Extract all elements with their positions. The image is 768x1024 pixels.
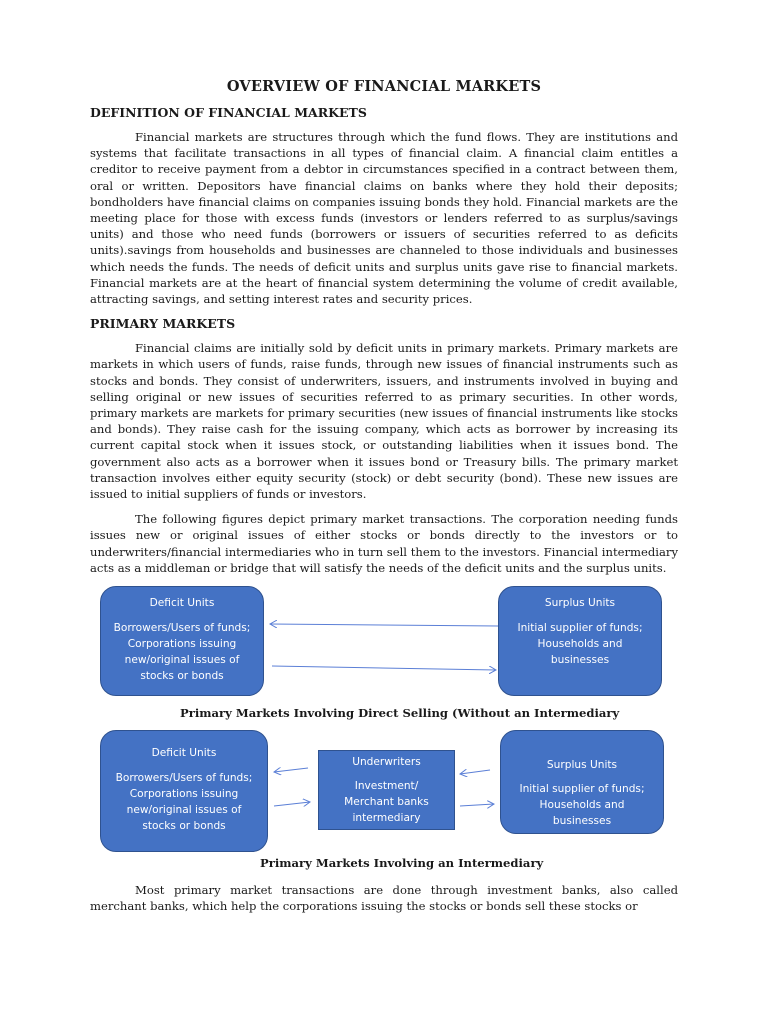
diagram1-arrows — [90, 586, 678, 724]
underwriters-description: Investment/ Merchant banks intermediary — [344, 780, 429, 825]
paragraph-definition: Financial markets are structures through which the fund flows. They are institutions and systems that facilitate transactions in all types of financial claim. A financial claim entitles a creditor to receive payment from a debtor in circumstances specified in a contract between them, oral or written. Depositors have financial claims on banks where they hold their deposits; bondholders have financial claims on companies issuing bonds they hold. Financial markets are the meeting place for those with excess funds (investors or lenders referred to as surplus/savings units) and those who need funds (borrowers or issuers of securities referred to as deficits units).savings from households and businesses are channeled to those individuals and businesses which needs the funds. The needs of deficit units and surplus units gave rise to financial markets. Financial markets are at the heart of financial system determining the volume of credit available, attracting savings, and setting interest rates and security prices. — [90, 130, 678, 307]
diagram2-arrows — [90, 730, 678, 870]
deficit-units-description: Borrowers/Users of funds; Corporations issuing new/original issues of stocks or bonds — [113, 622, 251, 683]
deficit-units-title-2: Deficit Units — [151, 747, 217, 760]
surplus-units-title-2: Surplus Units — [546, 759, 618, 772]
document-page — [90, 78, 678, 923]
surplus-units-title: Surplus Units — [544, 597, 616, 610]
arrow-underwriters-to-surplus — [460, 804, 494, 806]
section-heading-definition: DEFINITION OF FINANCIAL MARKETS — [90, 105, 367, 120]
surplus-units-description-2: Initial supplier of funds; Households and businesses — [519, 783, 645, 828]
diagram1-caption: Primary Markets Involving Direct Selling (Without an Intermediary — [180, 706, 620, 721]
arrow-underwriters-to-deficit — [274, 768, 308, 772]
paragraph-primary-2: The following figures depict primary market transactions. The corporation needing funds issues new or original issues of either stocks or bonds directly to the investors or to underwriters/financial intermediaries who in turn sell them to the investors. Financial intermediary acts as a middleman or bridge that will satisfy the needs of the deficit units and the surplus units. — [90, 512, 678, 575]
paragraph-primary-1: Financial claims are initially sold by deficit units in primary markets. Primary markets are markets in which users of funds, raise funds, through new issues of financial instruments such as stocks and bonds. They consist of underwriters, issuers, and instruments involved in buying and selling original or new issues of securities referred to as primary securities. In other words, primary markets are markets for primary securities (new issues of financial instruments like stocks and bonds). They raise cash for the issuing company, which acts as borrower by increasing its current capital stock when it issues stock, or outstanding liabilities when it issues bond. The government also acts as a borrower when it issues bond or Treasury bills. The primary market transaction involves either equity security (stock) or debt security (bond). These new issues are issued to initial suppliers of funds or investors. — [90, 341, 678, 502]
diagram2-caption: Primary Markets Involving an Intermediary — [260, 856, 544, 871]
deficit-units-title: Deficit Units — [149, 597, 215, 610]
deficit-units-description-2: Borrowers/Users of funds; Corporations issuing new/original issues of stocks or bonds — [115, 772, 253, 833]
arrow-deficit-to-surplus — [272, 666, 496, 670]
arrow-surplus-to-deficit — [270, 624, 498, 626]
diagram-direct-selling — [90, 586, 678, 724]
diagram-with-intermediary — [90, 730, 678, 870]
page-title: OVERVIEW OF FINANCIAL MARKETS — [226, 78, 542, 95]
arrow-surplus-to-underwriters — [460, 770, 490, 774]
surplus-units-description: Initial supplier of funds; Households and businesses — [517, 622, 643, 667]
section-heading-primary-markets: PRIMARY MARKETS — [90, 316, 236, 332]
underwriters-title: Underwriters — [352, 756, 421, 769]
paragraph-primary-3: Most primary market transactions are done through investment banks, also called merchant banks, which help the corporations issuing the stocks or bonds sell these stocks or — [90, 883, 678, 914]
arrow-deficit-to-underwriters — [274, 802, 310, 806]
